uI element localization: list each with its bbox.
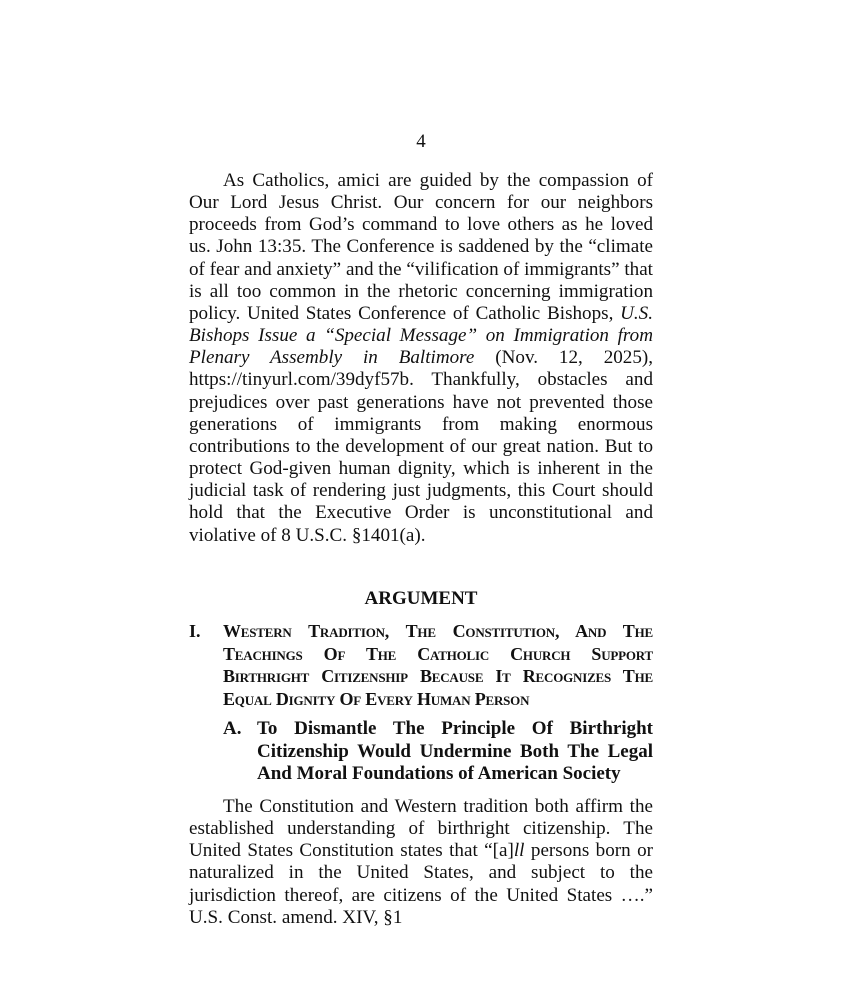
subsection-heading-a [223,718,653,786]
citation-title: U.S. Bishops Issue a “Special Message” on Immigration from Plenary Assembly in Baltimore [189,302,653,369]
intro-paragraph [189,170,653,547]
subsection-number: A. [223,718,242,739]
subsection-title: To Dismantle The Principle Of Birthright Citizenship Would Undermine Both The Legal And Moral Foundations of American Society [257,718,653,784]
body-paragraph [189,796,653,929]
body-text-part1: The Constitution and Western tradition both affirm the established understanding of birthright citizenship. The United States Constitution states that “[a] [189,796,653,862]
body-text-italic: ll [513,840,525,862]
body-text-part2: persons born or naturalized in the United States, and subject to the jurisdiction thereof, are citizens of the United States ….” U.S. Const. amend. XIV, §1 [189,840,654,928]
section-number: I. [189,621,201,641]
page-number: 4 [416,131,426,152]
section-title: Western Tradition, The Constitution, And The Teachings Of The Catholic Church Support Birthright Citizenship Because It Recognizes The Equal Dignity Of Every Human Person [223,621,653,709]
section-heading-1 [189,620,653,710]
intro-text-part1: As Catholics, amici are guided by the compassion of Our Lord Jesus Christ. Our concern for our neighbors proceeds from God’s command to love others as he loved us. John 13:35. The Conference is saddened by the “climate of fear and anxiety” and the “vilification of immigrants” that is all too common in the rhetoric concerning immigration policy. United States Conference of Catholic Bishops, [189,170,653,324]
intro-text-part2: (Nov. 12, 2025), https://tinyurl.com/39dyf57b. Thankfully, obstacles and prejudices over past generations have not prevented those generations of immigrants from making enormous contributions to the development of our great nation. But to protect God-given human dignity, which is inherent in the judicial task of rendering just judgments, this Court should hold that the Executive Order is unconstitutional and violative of 8 U.S.C. §1401(a). [189,347,654,546]
argument-heading: ARGUMENT [364,588,478,609]
